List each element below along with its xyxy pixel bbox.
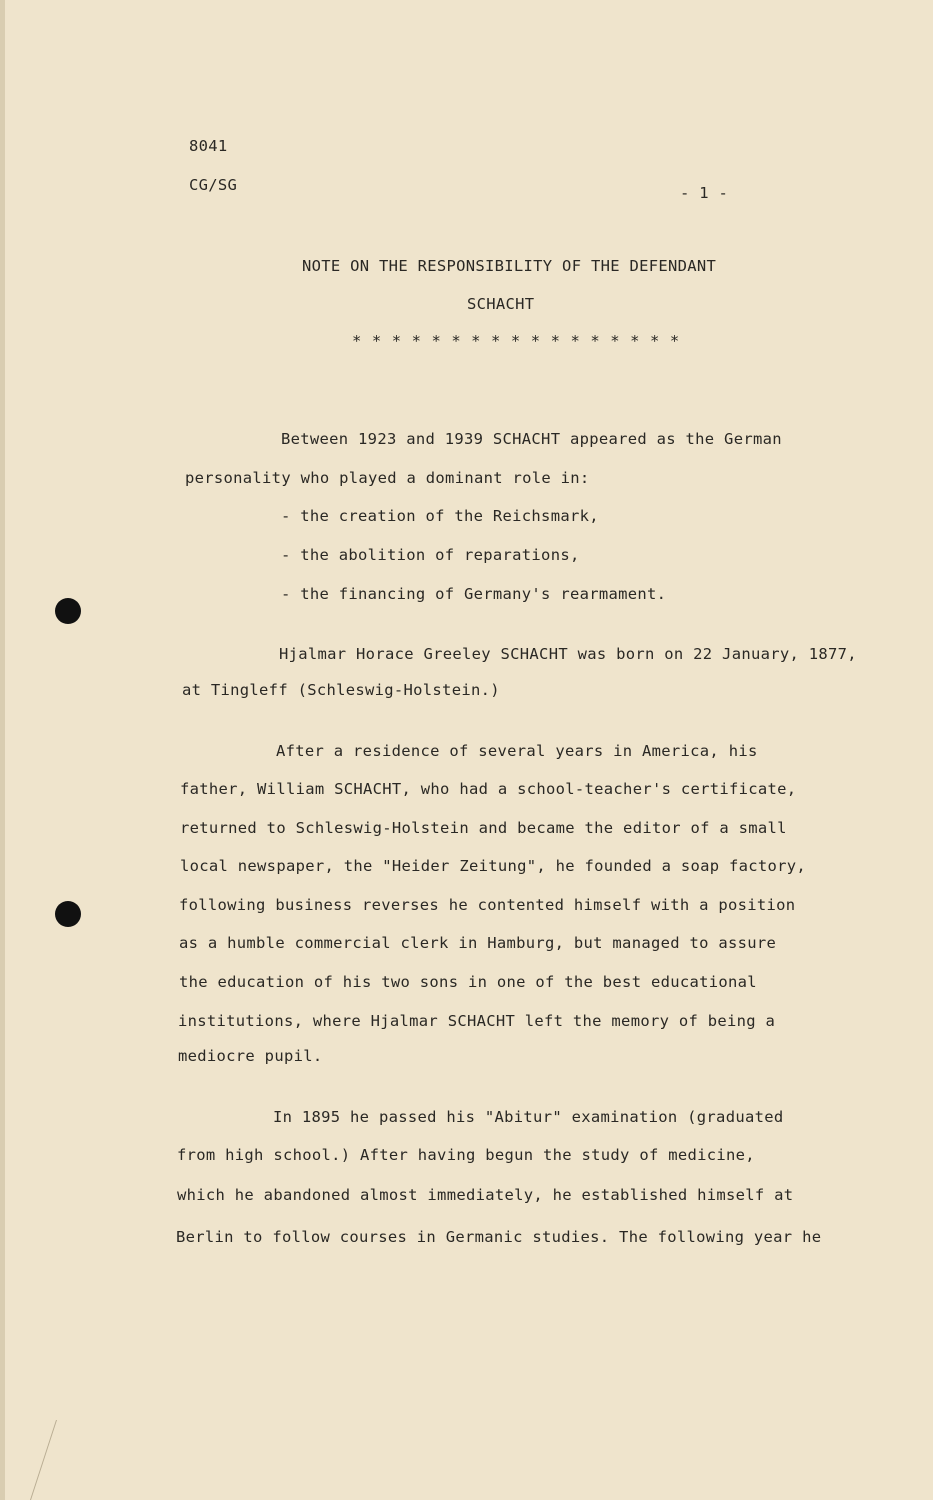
text-line: - the financing of Germany's rearmament. [281, 585, 667, 603]
text-line: mediocre pupil. [178, 1047, 323, 1065]
page-edge [0, 0, 5, 1500]
text-line: Hjalmar Horace Greeley SCHACHT was born on 22 January, 1877, [279, 645, 857, 663]
text-line: local newspaper, the "Heider Zeitung", he founded a soap factory, [180, 857, 807, 875]
text-line: institutions, where Hjalmar SCHACHT left the memory of being a [178, 1012, 776, 1030]
text-line: In 1895 he passed his "Abitur" examination (graduated [273, 1108, 784, 1126]
text-line: father, William SCHACHT, who had a school-teacher's certificate, [180, 780, 797, 798]
text-line: - the creation of the Reichsmark, [281, 507, 599, 525]
text-line: - the abolition of reparations, [281, 546, 580, 564]
page-fold [0, 1420, 57, 1500]
text-line: at Tingleff (Schleswig-Holstein.) [182, 681, 500, 699]
punch-hole-upper [55, 598, 81, 624]
title-separator: * * * * * * * * * * * * * * * * * [352, 332, 680, 350]
text-line: personality who played a dominant role in: [185, 469, 590, 487]
text-line: as a humble commercial clerk in Hamburg, but managed to assure [179, 934, 777, 952]
text-line: After a residence of several years in America, his [276, 742, 758, 760]
initials: CG/SG [189, 176, 238, 194]
title-line-2: SCHACHT [467, 295, 535, 313]
text-line: Between 1923 and 1939 SCHACHT appeared as the German [281, 430, 782, 448]
title-line-1: NOTE ON THE RESPONSIBILITY OF THE DEFENDANT [302, 257, 717, 275]
text-line: which he abandoned almost immediately, he established himself at [177, 1186, 794, 1204]
text-line: the education of his two sons in one of the best educational [179, 973, 757, 991]
text-line: following business reverses he contented himself with a position [179, 896, 796, 914]
text-line: returned to Schleswig-Holstein and became the editor of a small [180, 819, 787, 837]
text-line: Berlin to follow courses in Germanic studies. The following year he [176, 1228, 822, 1246]
punch-hole-lower [55, 901, 81, 927]
doc-number: 8041 [189, 137, 228, 155]
text-line: from high school.) After having begun the study of medicine, [177, 1146, 755, 1164]
page-number: - 1 - [680, 184, 729, 202]
